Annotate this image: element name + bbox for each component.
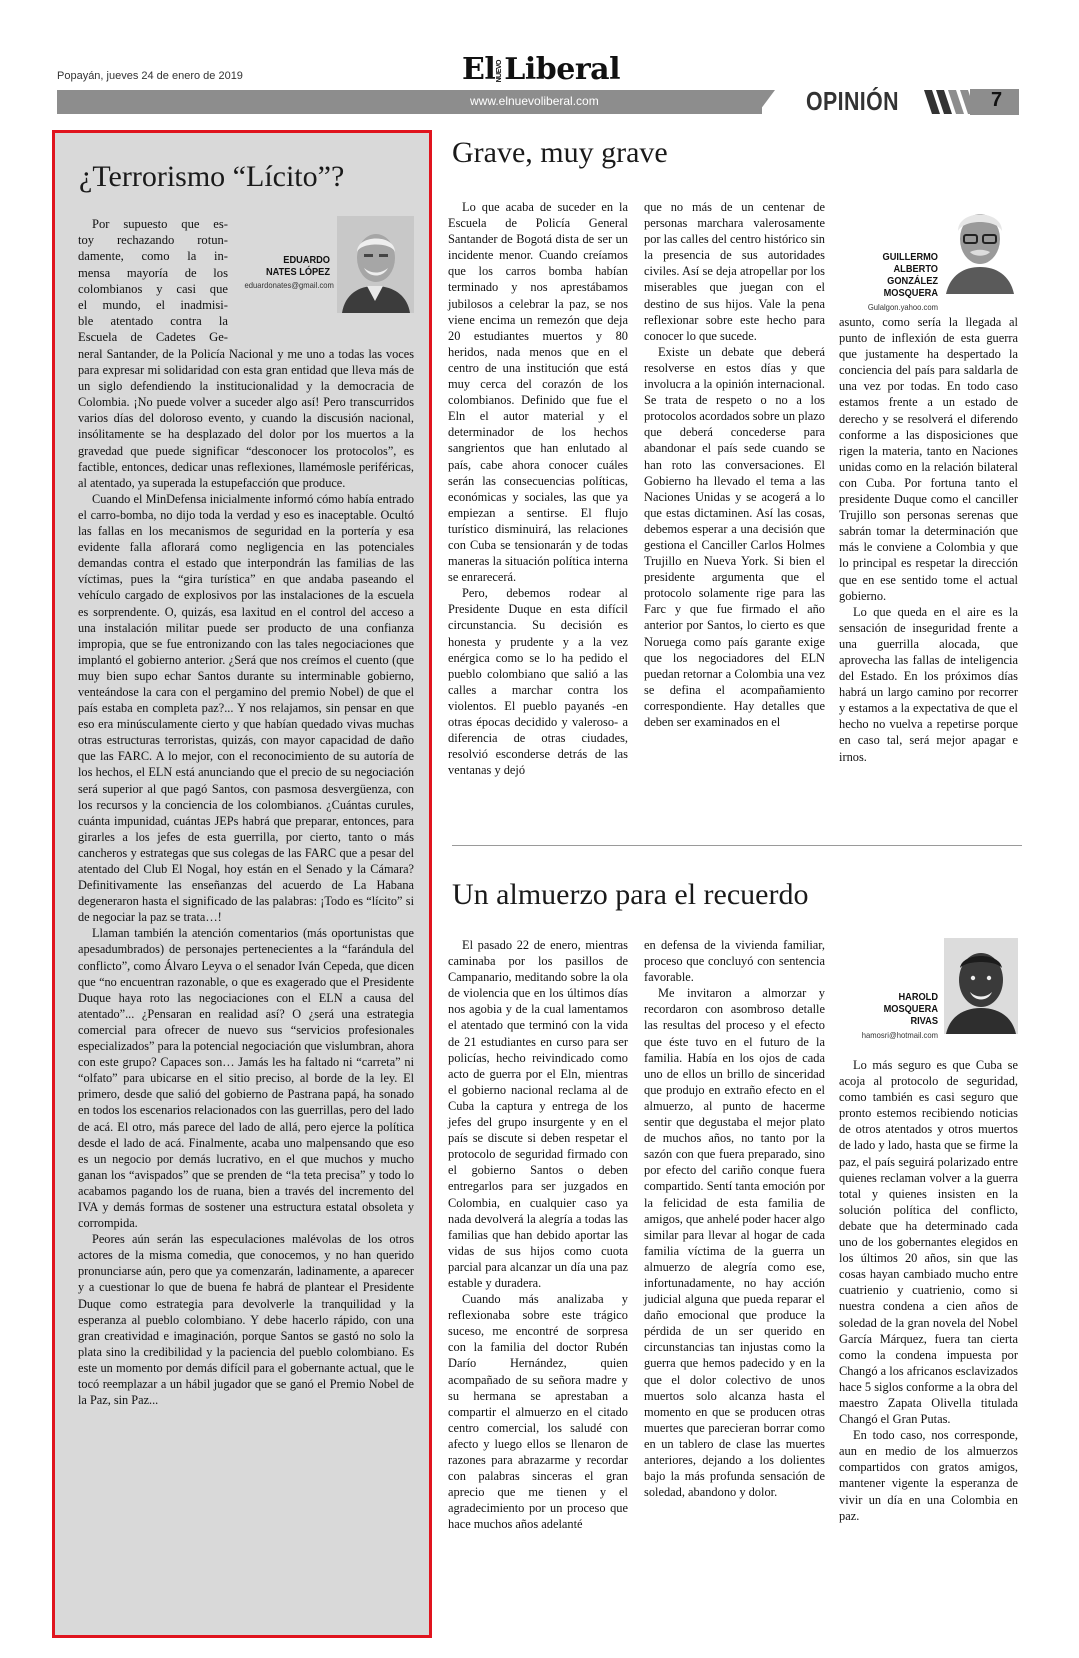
article1-body <box>78 346 414 1408</box>
intro-line: ble atentado contra la <box>78 314 228 329</box>
header-bar-tail <box>757 90 775 114</box>
article3-paragraph: El pasado 22 de enero, mientras caminaba por los pasillos de Campanario, meditando sobre la ola de violencia que en los últimos días nos agobia y de la cual lamentamos el atentado que terminó con la vida de 21 estudiantes en curso para ser policías, hecho reivindicado como acto de guerra por el Eln, mientras el gobierno nacional reclama al de Cuba la captura y entrega de los jefes del grupo insurgente y en el país se discute si deben respetar el protocolo de seguridad firmado con el gobierno Santos o deben entregarlos para ser juzgados en Colombia, en cualquier caso ya nada devolverá la alegría a todas las familias que han debido aportar las vidas de sus hijos como cuota parcial para alcanzar un día una paz estable y duradera. <box>448 938 628 1290</box>
article2-title: Grave, muy grave <box>452 136 668 169</box>
page-number: 7 <box>991 89 1003 111</box>
author-photo-eduardo-nates <box>337 216 414 313</box>
article3-paragraph: Me invitaron a almorzar y recordaron con asombroso detalle las resultas del proceso y el efecto que éste tuvo en el futuro de la familia. Había en los ojos de cada uno de ellos un brillo de sinceridad que produjo en extraño efecto en el almuerzo, al punto de hacerme sentir que degustaba el mejor plato de muchos años, no tanto por la sazón con que fuera preparado, sino por efecto del cariño conque fuera compartido. Sentí tanta emoción por la felicidad de esta familia de amigos, que anhelé poder hacer algo similar para llevar al hogar de cada familia víctima de la guerra un almuerzo de alegría como ese, infortunadamente, no hay acción judicial alguna que pueda reparar el daño emocional que produce la pérdida de un ser querido en circunstancias tan injustas como la guerra que hemos padecido y en la que el dolor colectivo de unos muertos solo alcanza hasta el momento en que se producen otras muertes que parecieran borrar como en un tablero de clase las muertes anteriores, dejando a los dolientes bajo la más profunda sensación de soledad, abandono y dolor. <box>644 986 825 1500</box>
section-stripes-icon <box>924 90 972 114</box>
article2-paragraph: Lo que queda en el aire es la sensación de inseguridad frente a una guerrilla alocada, que aprovecha las fallas de inteligencia del Estado. En los próximos días habrá un largo camino por recorrer y estamos a la expectativa de que el hecho no vuelva a repetirse porque en caso tal, será mejor apagar e irnos. <box>839 604 1018 764</box>
article1-author-line2: NATES LÓPEZ <box>265 266 330 278</box>
section-divider <box>452 845 1022 846</box>
article3-title: Un almuerzo para el recuerdo <box>452 878 809 911</box>
author-photo-harold-mosquera <box>944 938 1018 1034</box>
article2-paragraph: Pero, debemos rodear al Presidente Duque en esta difícil circunstancia. Su decisión es honesta y prudente y a la vez enérgica como se lo ha pedido el pueblo colombiano que salió a las calles a marchar contra los violentos. El pueblo payanés -en otras épocas decidido y valeroso- a diferencia de otras ciudades, resolvió esconderse detrás de las ventanas y dejó <box>448 586 628 778</box>
article2-paragraph: Lo que acaba de suceder en la Escuela de Policía General Santander de Bogotá dista de ser un incidente menor. Cuando creíamos que los carros bomba habían terminado y nos aprestábamos jubilosos a celebrar la paz, se nos viene encima un remezón que deja 20 estudiantes muertos y 80 heridos, nada menos que en el centro de una institución que está muy cerca del corazón de los colombianos. Definido que fue el Eln el autor material y el determinador de los hechos sangrientos que han enlutado al país, cabe ahora conocer cuáles serán las consecuencias políticas, económicas y sociales, las que ya empiezan a sentirse. El flujo turístico disminuirá, las relaciones con Cuba se tensionarán y de todas maneras la situación política interna se enrarecerá. <box>448 200 628 585</box>
logo-liberal: Liberal <box>504 52 620 87</box>
article2-column-3 <box>839 314 1018 765</box>
article2-paragraph: que no más de un centenar de personas marchara valerosamente por las calles del centro histórico sin la presencia de sus autoridades civiles. Así se deja atropellar por los miserables que juegan con el destino de sus hijos. Vale la pena reflexionar sobre este hecho para conocer lo que sucede. <box>644 200 825 343</box>
intro-line: Por supuesto que es- <box>92 217 228 231</box>
newspaper-logo <box>462 52 620 87</box>
article2-author-line2: GONZÁLEZ MOSQUERA <box>883 275 938 299</box>
article1-author-line1: EDUARDO <box>283 254 330 266</box>
article2-author-email: Gulalgon.yahoo.com <box>867 302 938 312</box>
intro-line: el mundo, el inadmisi- <box>78 298 228 313</box>
article1-paragraph: Cuando el MinDefensa inicialmente informó cómo había entrado el carro-bomba, no dijo toda la verdad y eso es inaceptable. Ocultó las fallas en los mecanismos de seguridad en la portería y esa evidente falla aflorará como negligencia en las potenciales demandas contra el estado que interpondrán las familias de las víctimas, pues la “gira turística” en que andaba paseando el vehículo cargado de explosivos por las instalaciones de la escuela es sorprendente. O, quizás, esa laxitud en el control del acceso a una instalación militar puede ser producto de una confianza impropia, que se fue entronizando con las tales negociaciones que implantó el gobierno anterior. ¿Será que nos creímos el cuento (que muy bien supo echar Santos durante su interminable gobierno, venteándose la cara con el pergamino del premio Nobel) de que el país estaba en completa paz?... Y nos relajamos, sin pensar en que eso era minúsculamente cierto y que habían quedado vivas muchas otras estructuras terroristas, quizás, con mayor capacidad de daño que las FARC. A lo mejor, con el reconocimiento de su autoría de los hechos, el ELN está anunciando que el precio de su negociación será superior al que pagó Santos, con pasmosa desvergüenza, con los recursos y la conciencia de los colombianos. ¿Cuántas curules, cuánta impunidad, cuántas JEPs habrá que preparar, entonces, para girarles a los jefes de esta guerrilla, por cierto, tanto o más cancheros y estrategas que sus colegas de las FARC que a pesar del atentado del Club El Nogal, hoy están en el Senado y la Cámara? Definitivamente las enseñanzas del acuerdo de La Habana degeneraron hasta el significado de las palabras: ¡Todo es “lícito” si de negociar la paz se trata…! <box>78 491 414 925</box>
article2-author-line1: GUILLERMO ALBERTO <box>882 251 938 275</box>
article3-column-2 <box>644 937 825 1500</box>
logo-nuevo: NUEVO <box>496 59 504 83</box>
article3-author-block <box>838 991 938 1040</box>
article1-author-block <box>235 254 334 290</box>
article1-title: ¿Terrorismo “Lícito”? <box>79 160 345 193</box>
dateline: Popayán, jueves 24 de enero de 2019 <box>57 70 243 82</box>
article3-paragraph: En todo caso, nos corresponde, aun en medio de los almuerzos compartidos con gratos amigos, mantener vigente la esperanza de vivir un día en una Colombia en paz. <box>839 1428 1018 1523</box>
intro-line: toy rechazando rotun- <box>78 233 228 248</box>
article3-paragraph: Cuando más analizaba y reflexionaba sobre este trágico suceso, me encontré de sorpresa con la familia del doctor Rubén Darío Hernández, quien acompañado de su señora madre y su hermana se aprestaban a compartir el almuerzo en el citado centro comercial, los saludé con afecto y luego ellos se llenaron de razones para abrazarme y recordar con palabras sinceras el gran aprecio que me tienen y el agradecimiento por un proceso que hace muchos años adelanté <box>448 1292 628 1532</box>
header-bar <box>57 90 762 114</box>
logo-el: El <box>462 52 496 87</box>
article3-author-line1: HAROLD MOSQUERA <box>883 991 938 1015</box>
intro-line: damente, como la in- <box>78 249 228 264</box>
article2-paragraph: asunto, como sería la llegada al punto de inflexión de esta guerra que justamente ha despertado la conciencia del país para saldarla de una vez por todas. En todo caso estamos frente a un estado de derecho y se resolverá el diferendo conforme a las disposiciones que rigen la materia, tanto en Naciones unidas como en la relación bilateral con Cuba. Por fortuna tanto el presidente Duque como el canciller Trujillo son personas serenas que sabrán tomar la determinación que más le conviene a Colombia y que lo principal es respetar la dirección que en ese sentido tome el actual gobierno. <box>839 315 1018 603</box>
section-title: OPINIÓN <box>806 86 899 116</box>
article1-paragraph: neral Santander, de la Policía Nacional y me uno a todas las voces para expresar mi solidaridad con esta gran entidad que lleva más de un siglo defendiendo la institucionalidad y la democracia de Colombia. ¡No puede volver a suceder algo así! Pero transcurridos varios días del doloroso evento, y cuando la discusión nacional, insólitamente se ha desplazado del dolor por los muertos a la gravedad que puede significar “desconocer los protocolos”, es factible, entonces, dedicar unas reflexiones, llamémosle periféricas, al atentado, ya superada la estupefacción que produce. <box>78 347 414 490</box>
site-url[interactable]: www.elnuevoliberal.com <box>470 94 599 108</box>
article3-author-line2: RIVAS <box>910 1015 938 1027</box>
intro-line: colombianos y casi que <box>78 281 228 296</box>
article3-column-1 <box>448 937 628 1532</box>
author-photo-guillermo-gonzalez <box>944 199 1016 294</box>
article1-author-email: eduardonates@gmail.com <box>244 280 334 290</box>
intro-line: mensa mayoría de los <box>78 265 228 280</box>
intro-line: Escuela de Cadetes Ge- <box>78 330 228 345</box>
article3-author-email: hamosri@hotmail.com <box>861 1030 938 1040</box>
article1-paragraph: Llaman también la atención comentarios (más oportunistas que apesadumbrados) de personajes pertenecientes a la “farándula del conflicto”, como Álvaro Leyva o el senador Iván Cepeda, que dicen que “no encuentran razonable, o que es exagerado que el Presidente Duque haya roto las negociaciones con el ELN a causa del atentado”... ¿Pensaran en realidad así? O ¿será una estrategia comercial para ofrecer de nuevo sus “servicios profesionales especializados” para la potencial negociación que vislumbran, ahora con este grupo? Capaces son… Jamás les ha faltado ni “carreta” ni “olfato” para ubicarse en el sitio preciso, al borde de la ley. El primero, desde que salió del gobierno de Pastrana papá, ha sonado en todos los escenarios relacionados con las guerrillas, pero del lado de acá. El otro, más parece del lado de allá, pero ejerce la política desde el lado de acá. Finalmente, acaba uno malpensando que eso es un negocio por demás lucrativo, en el que muchos y mucho ganan los “avispados” que se prenden de “la teta precisa” y todo lo acabamos pagando los de ruana, bien a través del incremento del IVA y demás formas de sostener una estructura estatal obsoleta y corrompida. <box>78 926 414 1231</box>
article3-paragraph: Lo más seguro es que Cuba se acoja al protocolo de seguridad, como también es casi seguro que pronto estemos recibiendo noticias de otros atentados y otros muertos de lado y lado, hasta que se firme la paz, el país seguirá polarizado entre quienes reclaman volver a la guerra total y quienes insisten en la solución política del conflicto, debate que ha determinado cada uno de los gobernantes elegidos en los últimos 20 años, sin que las cosas hayan cambiado mucho entre cuatrienio y cuatrienio, como si nuestra condena a cien años de soledad de la gran novela del Nobel García Márquez, fuera tan cierta como la condena impuesta por Changó a los africanos esclavizados hace 5 siglos conforme a la obra del maestro Zapata Olivella titulada Changó el Gran Putas. <box>839 1058 1018 1427</box>
article2-column-1 <box>448 199 628 778</box>
article1-intro <box>78 216 228 346</box>
article2-column-2 <box>644 199 825 730</box>
article3-column-3 <box>839 1057 1018 1524</box>
article1-paragraph: Peores aún serán las especulaciones malévolas de los otros actores de la misma comedia, que conocemos, y no han querido pronunciarse aún, pero que ya comenzarán, ladinamente, a aparecer y a cuestionar lo que de buena fe habrá de plantear el Presidente Duque como estrategia para devolverle la tranquilidad y la esperanza al pueblo colombiano. Y debe hacerlo rápido, con una gran creatividad e imaginación, porque Santos se gastó no solo la plata sino la credibilidad y la paciencia del pueblo colombiano. Es este un momento por demás difícil para el gobernante actual, que le tocó reemplazar a un hábil jugador que se ganó el Premio Nobel de la Paz, sin Paz... <box>78 1232 414 1408</box>
article2-author-block <box>828 251 938 312</box>
article2-paragraph: Existe un debate que deberá resolverse en estos días y que involucra a la opinión internacional. Se trata de respeto o no a los protocolos acordados sobre un plazo que deberá concederse para abandonar el país sede cuando se han roto las conversaciones. El Gobierno ha llevado el tema a las Naciones Unidas y se acogerá a lo que estas dictaminen. Así las cosas, debemos esperar a una decisión que gestiona el Canciller Carlos Holmes Trujillo en Nueva York. Si bien el presidente argumenta que el protocolo solamente rige para las Farc y que fue firmado el año anterior por Santos, lo cierto es que Noruega como país garante exige que los negociadores del ELN puedan retornar a Colombia una vez se defina el acompañamiento correspondiente. Hay detalles que deben ser examinados en el <box>644 344 825 729</box>
article3-paragraph: en defensa de la vivienda familiar, proceso que concluyó con sentencia favorable. <box>644 938 825 985</box>
